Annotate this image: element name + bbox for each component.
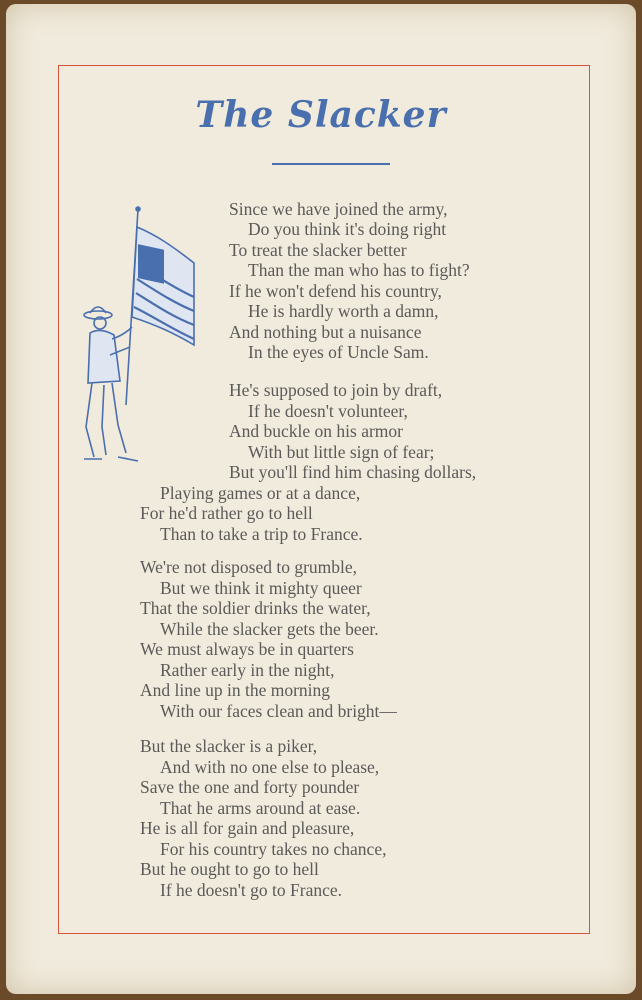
poem-line: Do you think it's doing right [248, 219, 447, 239]
poem-line: Rather early in the night, [160, 660, 335, 680]
poem-line: That he arms around at ease. [160, 798, 361, 818]
poem-line: And line up in the morning [140, 680, 331, 700]
poem-line: While the slacker gets the beer. [160, 619, 379, 639]
poem-line: But you'll find him chasing dollars, [229, 462, 477, 482]
poem-line: If he doesn't volunteer, [248, 401, 408, 421]
poem-line: If he won't defend his country, [229, 281, 442, 301]
poem-line: But we think it mighty queer [160, 578, 362, 598]
poem-line: For his country takes no chance, [160, 839, 387, 859]
poem-line: He's supposed to join by draft, [229, 380, 443, 400]
poem-line: But the slacker is a piker, [140, 736, 318, 756]
poem-line: That the soldier drinks the water, [140, 598, 371, 618]
poem-line: And buckle on his armor [229, 421, 403, 441]
poem-line: Than to take a trip to France. [160, 524, 363, 544]
poem-line: For he'd rather go to hell [140, 503, 313, 523]
title-underline [272, 163, 390, 165]
poem-line: He is hardly worth a damn, [248, 301, 439, 321]
poem-line: With our faces clean and bright— [160, 701, 397, 721]
poem-line: He is all for gain and pleasure, [140, 818, 355, 838]
poem-line: We're not disposed to grumble, [140, 557, 358, 577]
poem-line: But he ought to go to hell [140, 859, 319, 879]
poem-line: In the eyes of Uncle Sam. [248, 342, 429, 362]
soldier-flag-icon [76, 205, 200, 470]
poem-line: Playing games or at a dance, [160, 483, 361, 503]
poem-line: And nothing but a nuisance [229, 322, 422, 342]
poem-title: The Slacker [195, 94, 447, 136]
poem-line: Save the one and forty pounder [140, 777, 360, 797]
poem-line: If he doesn't go to France. [160, 880, 342, 900]
poem-line: Than the man who has to fight? [248, 260, 470, 280]
poem-line: We must always be in quarters [140, 639, 354, 659]
poem-line: Since we have joined the army, [229, 199, 448, 219]
poem-line: And with no one else to please, [160, 757, 380, 777]
poem-line: With but little sign of fear; [248, 442, 435, 462]
poem-line: To treat the slacker better [229, 240, 407, 260]
